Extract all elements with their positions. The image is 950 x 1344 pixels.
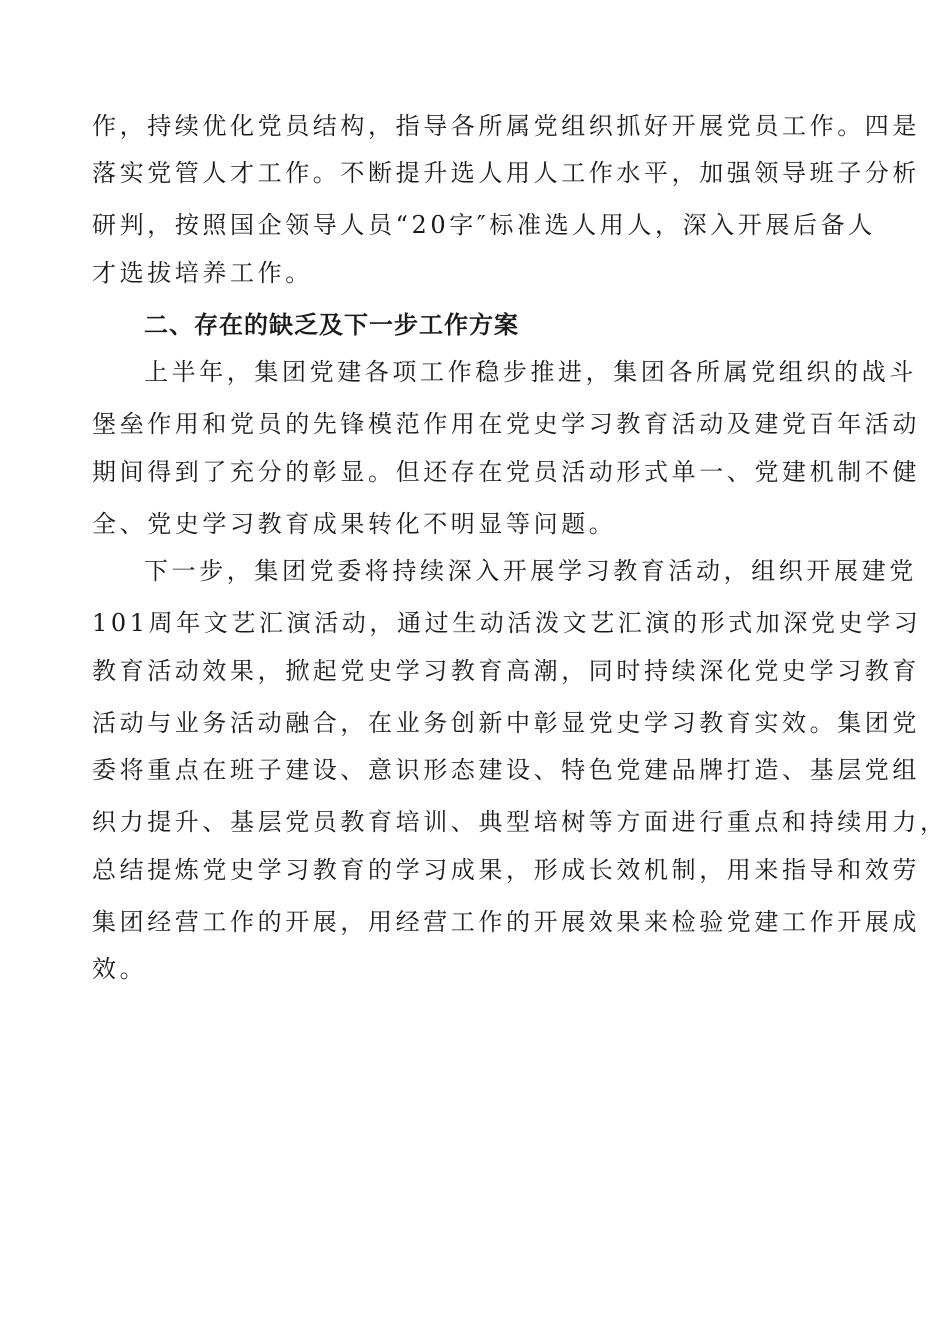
intro-line: 落实党管人才工作。不断提升选人用人工作水平，加强领导班子分析 <box>92 159 920 187</box>
paragraph-line: 堡垒作用和党员的先锋模范作用在党史学习教育活动及建党百年活动 <box>92 410 920 438</box>
paragraph-line: 织力提升、基层党员教育培训、典型培树等方面进行重点和持续用力， <box>92 808 948 836</box>
paragraph-line: 委将重点在班子建设、意识形态建设、特色党建品牌打造、基层党组 <box>92 756 920 784</box>
paragraph-line: 效。 <box>92 955 148 983</box>
paragraph-line: 全、党史学习教育成果转化不明显等问题。 <box>92 510 617 538</box>
paragraph-line: 下一步，集团党委将持续深入开展学习教育活动，组织开展建党 <box>144 557 917 585</box>
paragraph-line: 教育活动效果，掀起党史学习教育高潮，同时持续深化党史学习教育 <box>92 657 920 685</box>
intro-line: 研判，按照国企领导人员“20字″标准选人用人，深入开展后备人 <box>92 211 876 239</box>
paragraph-line: 总结提炼党史学习教育的学习成果，形成长效机制，用来指导和效劳 <box>92 856 920 884</box>
intro-line: 作，持续优化党员结构，指导各所属党组织抓好开展党员工作。四是 <box>92 112 920 140</box>
intro-line: 才选拔培养工作。 <box>92 259 313 287</box>
paragraph-line: 活动与业务活动融合，在业务创新中彰显党史学习教育实效。集团党 <box>92 709 920 737</box>
paragraph-line: 101周年文艺汇演活动，通过生动活泼文艺汇演的形式加深党史学习 <box>92 609 922 637</box>
paragraph-line: 集团经营工作的开展，用经营工作的开展效果来检验党建工作开展成 <box>92 908 920 936</box>
section-heading: 二、存在的缺乏及下一步工作方案 <box>144 311 519 339</box>
paragraph-line: 上半年，集团党建各项工作稳步推进，集团各所属党组织的战斗 <box>144 358 917 386</box>
paragraph-line: 期间得到了充分的彰显。但还存在党员活动形式单一、党建机制不健 <box>92 458 920 486</box>
